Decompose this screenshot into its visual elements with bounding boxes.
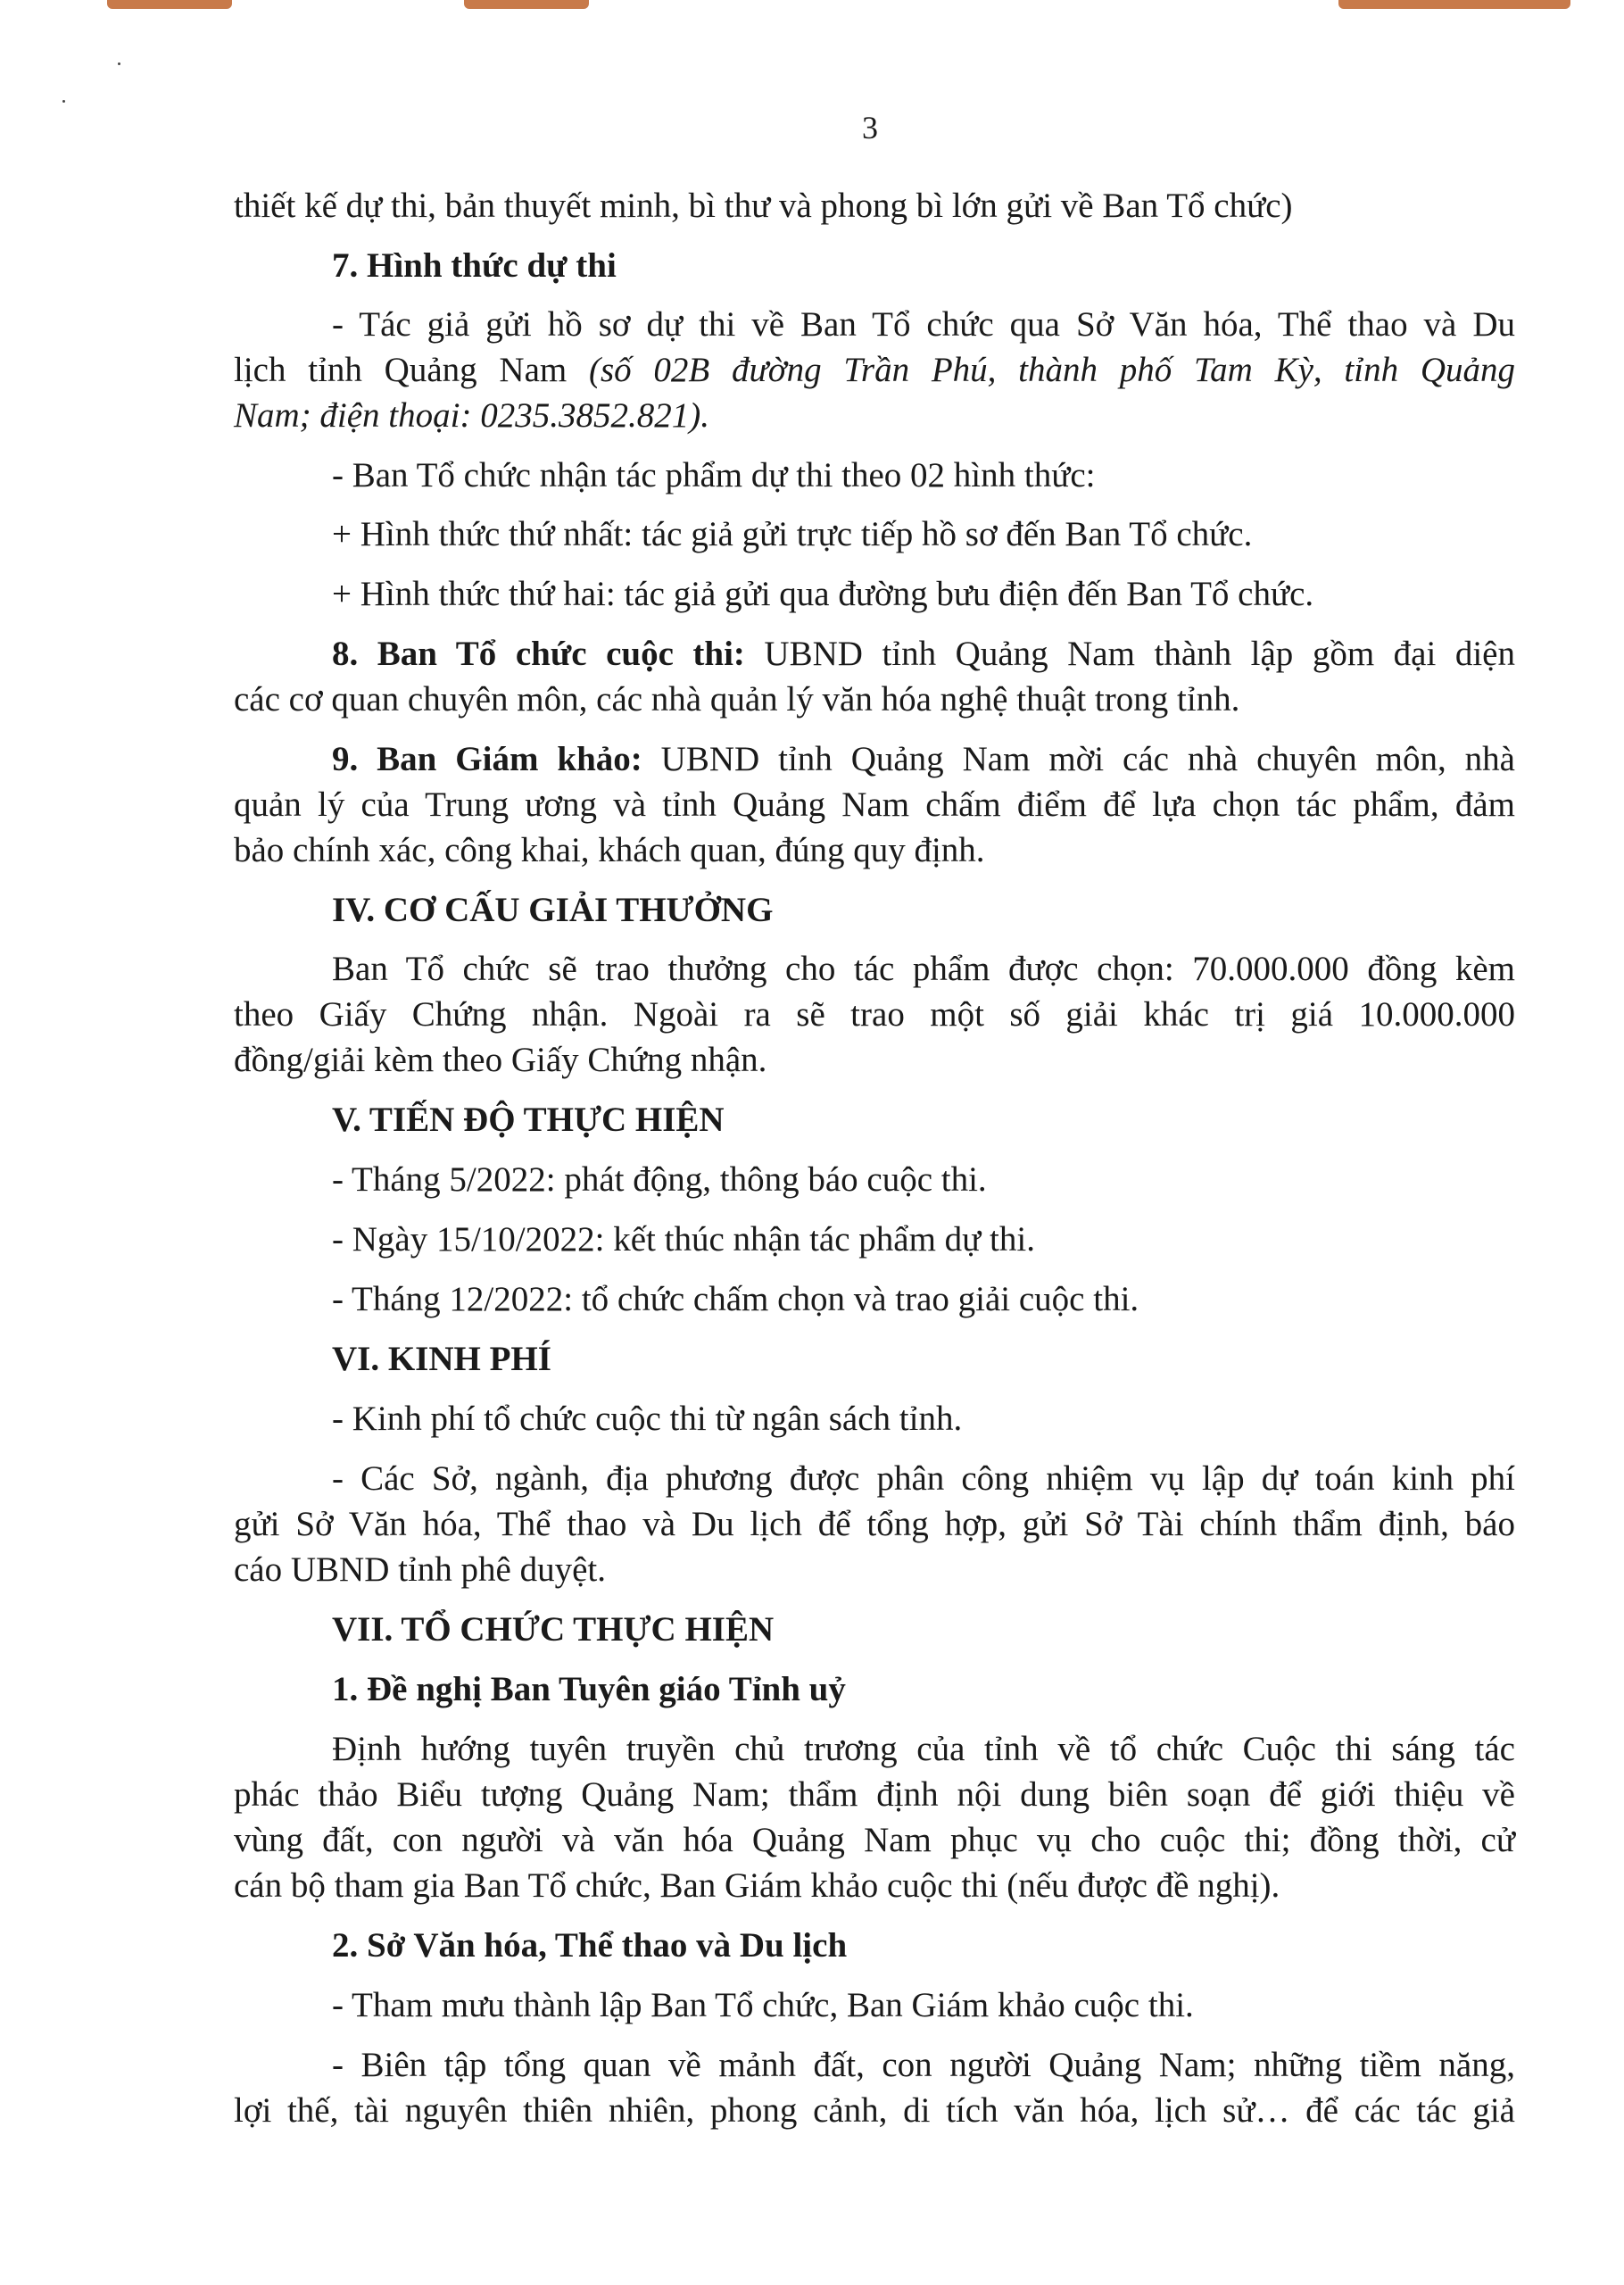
text-line: - Tác giả gửi hồ sơ dự thi về Ban Tổ chức qua Sở Văn hóa, Thể thao và Du xyxy=(332,305,1515,344)
section-heading: V. TIẾN ĐỘ THỰC HIỆN xyxy=(332,1101,725,1139)
section-heading: 9. Ban Giám khảo: xyxy=(332,740,642,778)
page-number: 3 xyxy=(862,110,878,145)
text-line: - Tháng 5/2022: phát động, thông báo cuộc thi. xyxy=(332,1160,987,1199)
scan-edge-mark-right xyxy=(1338,0,1570,9)
section-heading: VI. KINH PHÍ xyxy=(332,1340,551,1378)
scan-edge-mark-left xyxy=(107,0,232,9)
text-span: lịch tỉnh Quảng Nam xyxy=(234,351,589,389)
section-heading: 1. Đề nghị Ban Tuyên giáo Tỉnh uỷ xyxy=(332,1670,846,1708)
section-heading: VII. TỔ CHỨC THỰC HIỆN xyxy=(332,1610,775,1649)
text-line: - Tham mưu thành lập Ban Tổ chức, Ban Giám khảo cuộc thi. xyxy=(332,1986,1194,2024)
text-line: - Biên tập tổng quan về mảnh đất, con người Quảng Nam; những tiềm năng, xyxy=(332,2046,1515,2084)
text-line: Nam; điện thoại: 0235.3852.821). xyxy=(234,396,709,435)
text-line: lợi thế, tài nguyên thiên nhiên, phong cảnh, di tích văn hóa, lịch sử… để các tác giả xyxy=(234,2091,1515,2130)
text-line: cán bộ tham gia Ban Tổ chức, Ban Giám khảo cuộc thi (nếu được đề nghị). xyxy=(234,1866,1280,1905)
section-heading: 2. Sở Văn hóa, Thể thao và Du lịch xyxy=(332,1926,848,1965)
text-line: thiết kế dự thi, bản thuyết minh, bì thư và phong bì lớn gửi về Ban Tổ chức) xyxy=(234,187,1293,225)
text-span: UBND tỉnh Quảng Nam mời các nhà chuyên môn, nhà xyxy=(642,740,1515,778)
text-line: phác thảo Biểu tượng Quảng Nam; thẩm định nội dung biên soạn để giới thiệu về xyxy=(234,1775,1515,1814)
text-line: cáo UBND tỉnh phê duyệt. xyxy=(234,1550,607,1589)
text-line xyxy=(332,632,1515,677)
text-line: theo Giấy Chứng nhận. Ngoài ra sẽ trao một số giải khác trị giá 10.000.000 xyxy=(234,995,1515,1034)
text-line: - Các Sở, ngành, địa phương được phân công nhiệm vụ lập dự toán kinh phí xyxy=(332,1459,1515,1498)
text-line: - Ngày 15/10/2022: kết thúc nhận tác phẩm dự thi. xyxy=(332,1220,1035,1259)
text-line xyxy=(332,737,1515,782)
text-line: quản lý của Trung ương và tỉnh Quảng Nam chấm điểm để lựa chọn tác phẩm, đảm xyxy=(234,785,1515,824)
text-line: Ban Tổ chức sẽ trao thưởng cho tác phẩm được chọn: 70.000.000 đồng kèm xyxy=(332,950,1515,988)
text-line: đồng/giải kèm theo Giấy Chứng nhận. xyxy=(234,1041,767,1079)
section-heading: IV. CƠ CẤU GIẢI THƯỞNG xyxy=(332,891,774,929)
text-line: - Tháng 12/2022: tổ chức chấm chọn và trao giải cuộc thi. xyxy=(332,1280,1139,1318)
scan-speck xyxy=(62,100,65,103)
text-line: + Hình thức thứ hai: tác giả gửi qua đường bưu điện đến Ban Tổ chức. xyxy=(332,575,1314,613)
text-line: các cơ quan chuyên môn, các nhà quản lý văn hóa nghệ thuật trong tỉnh. xyxy=(234,680,1240,719)
section-heading: 7. Hình thức dự thi xyxy=(332,246,617,285)
text-line: - Kinh phí tổ chức cuộc thi từ ngân sách tỉnh. xyxy=(332,1400,963,1438)
text-line: - Ban Tổ chức nhận tác phẩm dự thi theo 02 hình thức: xyxy=(332,456,1096,494)
address-italic: (số 02B đường Trần Phú, thành phố Tam Kỳ, tỉnh Quảng xyxy=(589,351,1516,389)
section-heading: 8. Ban Tổ chức cuộc thi: xyxy=(332,635,745,673)
text-span: UBND tỉnh Quảng Nam thành lập gồm đại diện xyxy=(744,635,1515,673)
text-line xyxy=(234,348,1515,393)
text-line: + Hình thức thứ nhất: tác giả gửi trực tiếp hồ sơ đến Ban Tổ chức. xyxy=(332,515,1253,553)
text-line: gửi Sở Văn hóa, Thể thao và Du lịch để tổng hợp, gửi Sở Tài chính thẩm định, báo xyxy=(234,1505,1515,1543)
text-line: vùng đất, con người và văn hóa Quảng Nam phục vụ cho cuộc thi; đồng thời, cử xyxy=(234,1821,1515,1859)
text-line: bảo chính xác, công khai, khách quan, đúng quy định. xyxy=(234,831,985,869)
scan-speck xyxy=(118,62,120,65)
scan-edge-mark-center xyxy=(464,0,589,9)
text-line: Định hướng tuyên truyền chủ trương của tỉnh về tổ chức Cuộc thi sáng tác xyxy=(332,1730,1515,1768)
